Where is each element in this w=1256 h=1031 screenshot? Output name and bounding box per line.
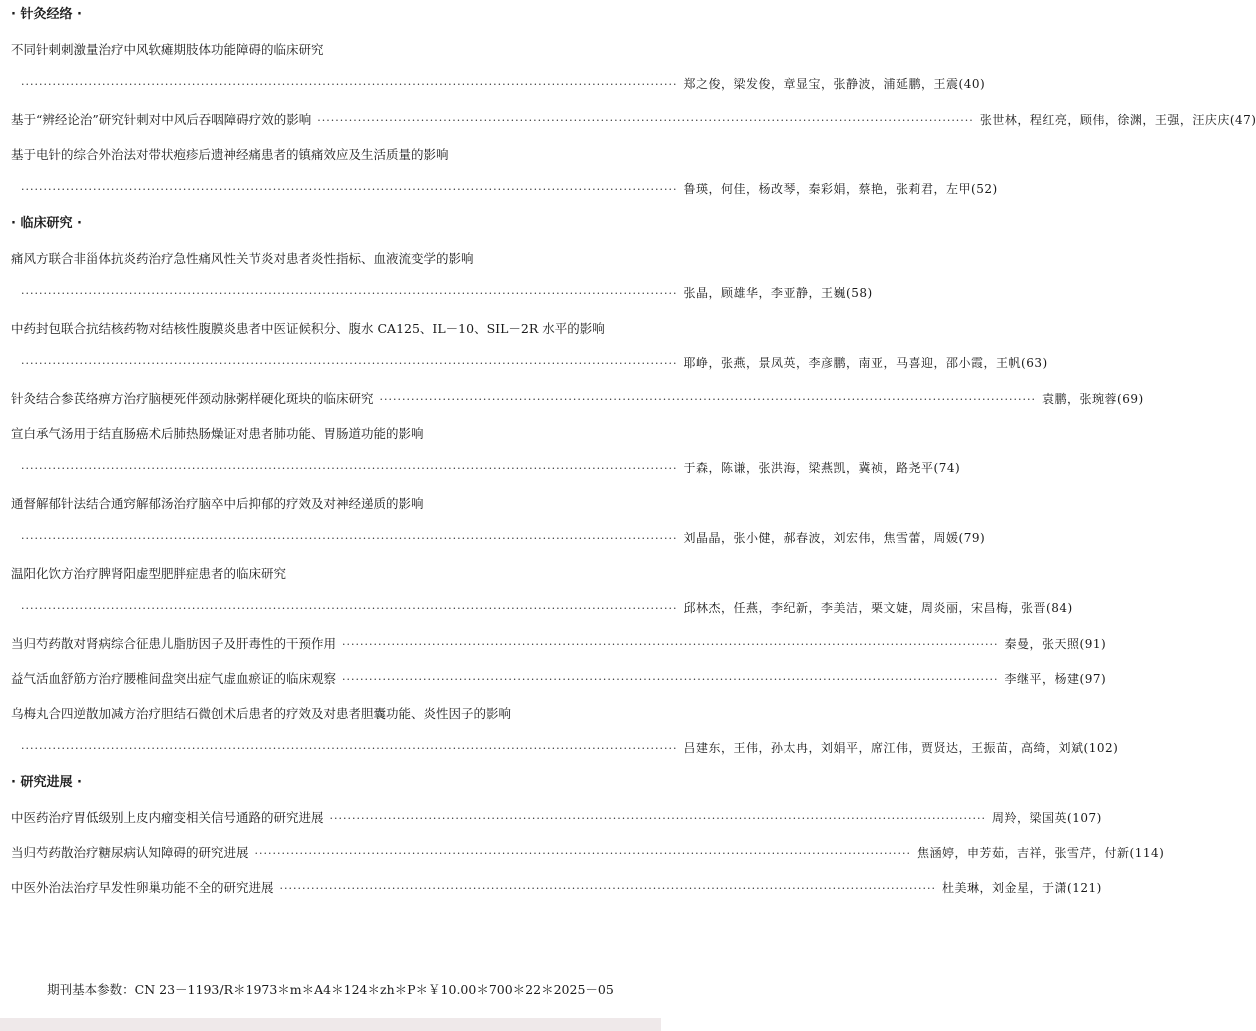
- page-bottom-edge: [0, 1018, 661, 1031]
- article-title[interactable]: 基于“辨经论治”研究针刺对中风后吞咽障碍疗效的影响: [11, 112, 312, 127]
- dot-leader: [21, 282, 678, 305]
- toc-entry-authors: [11, 352, 1048, 375]
- toc-entry-title[interactable]: [11, 143, 651, 166]
- article-authors: 李继平，杨建(97): [1004, 672, 1107, 686]
- toc-entry[interactable]: [11, 667, 1107, 690]
- article-authors: 秦曼，张天照(91): [1004, 637, 1107, 651]
- toc-entry-authors: [11, 597, 1073, 620]
- article-authors: 杜美琳，刘金星，于潇(121): [942, 881, 1102, 895]
- dot-leader: [21, 527, 678, 550]
- toc-entry-title[interactable]: [11, 247, 651, 270]
- toc-entry-title[interactable]: [11, 562, 651, 585]
- toc-entry-title[interactable]: [11, 38, 651, 61]
- article-title[interactable]: 中医药治疗胃低级别上皮内瘤变相关信号通路的研究进展: [11, 810, 324, 825]
- article-title[interactable]: 通督解郁针法结合通窍解郁汤治疗脑卒中后抑郁的疗效及对神经递质的影响: [11, 496, 424, 511]
- dot-leader: [380, 388, 1037, 411]
- dot-leader: [330, 807, 987, 830]
- article-authors: 鲁瑛，何佳，杨改琴，秦彩娟，蔡艳，张莉君，左甲(52): [683, 182, 998, 196]
- toc-entry-authors: [11, 457, 961, 480]
- article-authors: 刘晶晶，张小健，郝春波，刘宏伟，焦雪蕾，周媛(79): [683, 531, 986, 545]
- article-title[interactable]: 当归芍药散对肾病综合征患儿脂肪因子及肝毒性的干预作用: [11, 636, 337, 651]
- toc-entry-authors: [11, 282, 873, 305]
- article-authors: 耶峥，张燕，景凤英，李彦鹏，南亚，马喜迎，邵小霞，王帆(63): [683, 356, 1048, 370]
- article-title[interactable]: 中医外治法治疗早发性卵巢功能不全的研究进展: [11, 880, 274, 895]
- article-authors: 袁鹏，张琬蓉(69): [1042, 392, 1144, 406]
- article-authors: 吕建东，王伟，孙太冉，刘娟平，席江伟，贾贤达，王振苗，高绮，刘斌(102): [683, 741, 1119, 755]
- article-title[interactable]: 不同针刺刺激量治疗中风软瘫期肢体功能障碍的临床研究: [11, 42, 324, 57]
- dot-leader: [21, 737, 678, 760]
- dot-leader: [21, 457, 678, 480]
- article-title[interactable]: 乌梅丸合四逆散加减方治疗胆结石微创术后患者的疗效及对患者胆囊功能、炎性因子的影响: [11, 706, 512, 721]
- toc-entry[interactable]: [11, 108, 1256, 131]
- toc-entry[interactable]: [11, 841, 1165, 864]
- article-title[interactable]: 益气活血舒筋方治疗腰椎间盘突出症气虚血瘀证的临床观察: [11, 671, 337, 686]
- article-authors: 周羚，梁国英(107): [992, 811, 1102, 825]
- article-title[interactable]: 针灸结合参芪络痹方治疗脑梗死伴颈动脉粥样硬化斑块的临床研究: [11, 391, 374, 406]
- article-title[interactable]: 中药封包联合抗结核药物对结核性腹膜炎患者中医证候积分、腹水 CA125、IL－10、SIL－2R 水平的影响: [11, 321, 605, 336]
- toc-entry-title[interactable]: [11, 317, 651, 340]
- article-title[interactable]: 温阳化饮方治疗脾肾阳虚型肥胖症患者的临床研究: [11, 566, 287, 581]
- dot-leader: [21, 73, 678, 96]
- section-heading-research-progress: · 研究进展 ·: [11, 775, 82, 790]
- dot-leader: [342, 633, 999, 656]
- toc-entry-authors: [11, 178, 998, 201]
- article-title[interactable]: 基于电针的综合外治法对带状疱疹后遗神经痛患者的镇痛效应及生活质量的影响: [11, 147, 449, 162]
- article-title[interactable]: 痛风方联合非甾体抗炎药治疗急性痛风性关节炎对患者炎性指标、血液流变学的影响: [11, 251, 474, 266]
- dot-leader: [317, 109, 974, 132]
- toc-entry-title[interactable]: [11, 702, 651, 725]
- toc-entry[interactable]: [11, 806, 1102, 829]
- section-heading-acupuncture: · 针灸经络 ·: [11, 7, 82, 22]
- toc-entry-authors: [11, 73, 986, 96]
- toc-entry[interactable]: [11, 387, 1144, 410]
- toc-entry[interactable]: [11, 632, 1107, 655]
- article-authors: 郑之俊，梁发俊，章显宝，张静波，浦延鹏，王震(40): [683, 77, 986, 91]
- article-authors: 张晶，顾雄华，李亚静，王巍(58): [683, 286, 873, 300]
- toc-entry[interactable]: [11, 876, 1102, 899]
- dot-leader: [255, 842, 912, 865]
- dot-leader: [21, 597, 678, 620]
- toc-entry-authors: [11, 737, 1119, 760]
- article-title[interactable]: 宣白承气汤用于结直肠癌术后肺热肠燥证对患者肺功能、胃肠道功能的影响: [11, 426, 424, 441]
- dot-leader: [21, 178, 678, 201]
- table-of-contents: [11, 4, 1256, 911]
- article-authors: 焦涵婷，申芳茹，吉祥，张雪芹，付新(114): [917, 846, 1165, 860]
- dot-leader: [280, 877, 937, 900]
- toc-entry-title[interactable]: [11, 492, 651, 515]
- dot-leader: [21, 352, 678, 375]
- toc-entry-authors: [11, 527, 986, 550]
- article-title[interactable]: 当归芍药散治疗糖尿病认知障碍的研究进展: [11, 845, 249, 860]
- journal-parameters-footer: 期刊基本参数：CN 23－1193/R＊1973＊m＊A4＊124＊zh＊P＊￥10.00＊700＊22＊2025－05: [47, 982, 614, 997]
- article-authors: 张世林，程红亮，顾伟，徐渊，王强，汪庆庆(47): [979, 113, 1256, 127]
- section-heading-clinical-research: · 临床研究 ·: [11, 216, 82, 231]
- dot-leader: [342, 668, 999, 691]
- toc-entry-title[interactable]: [11, 422, 651, 445]
- article-authors: 于森，陈谦，张洪海，梁燕凯，冀祯，路尧平(74): [683, 461, 961, 475]
- article-authors: 邱林杰，任燕，李纪新，李美洁，栗文婕，周炎丽，宋昌梅，张晋(84): [683, 601, 1073, 615]
